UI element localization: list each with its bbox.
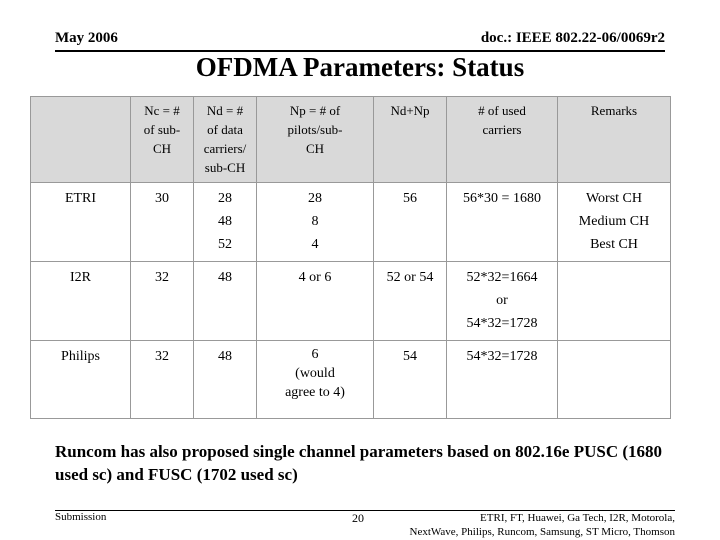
cell-line: or	[496, 293, 508, 308]
table-cell	[194, 341, 257, 419]
cell-line: 54	[403, 349, 417, 364]
cell-line: 56	[403, 191, 417, 206]
table-cell	[131, 262, 194, 341]
table-cell	[257, 262, 374, 341]
header-cell-np	[257, 97, 374, 183]
table-cell	[257, 341, 374, 419]
cell-line: Nd = #	[206, 103, 244, 118]
footer-contributors	[410, 511, 675, 539]
table-cell	[194, 183, 257, 262]
cell-line: of data	[207, 122, 243, 137]
cell-line: ETRI	[64, 191, 97, 206]
cell-line: 6	[311, 347, 319, 362]
table-cell	[558, 262, 671, 341]
header-date: May 2006	[55, 30, 118, 46]
table-cell	[447, 183, 558, 262]
cell-line: 52*32=1664	[466, 270, 538, 285]
cell-line: 8	[311, 214, 319, 229]
header-cell-nc	[131, 97, 194, 183]
cell-line: CH	[152, 141, 172, 156]
cell-line: (would	[295, 366, 335, 381]
footer-contributors-line: ETRI, FT, Huawei, Ga Tech, I2R, Motorola,	[480, 512, 675, 524]
header-row	[31, 97, 671, 183]
cell-line: I2R	[70, 270, 91, 285]
cell-line: # of used	[478, 103, 526, 118]
table-cell	[257, 183, 374, 262]
cell-line: 30	[155, 191, 169, 206]
footer-submission: Submission	[55, 511, 107, 523]
parameters-table	[30, 96, 671, 419]
cell-line: of sub-	[143, 122, 181, 137]
table-cell	[31, 183, 131, 262]
cell-line: Remarks	[590, 103, 638, 118]
table-cell	[558, 183, 671, 262]
table-cell	[374, 262, 447, 341]
table-cell	[558, 341, 671, 419]
table-cell	[374, 341, 447, 419]
cell-line: carriers/	[203, 141, 247, 156]
table-row	[31, 341, 671, 419]
header-cell-remarks	[558, 97, 671, 183]
table-cell	[194, 262, 257, 341]
footer-contributors-line: NextWave, Philips, Runcom, Samsung, ST Micro, Thomson	[409, 526, 675, 538]
table-cell	[131, 341, 194, 419]
cell-line: agree to 4)	[285, 385, 345, 400]
cell-line: 54*32=1728	[466, 349, 538, 364]
cell-line: 28	[218, 191, 232, 206]
cell-line: Nd+Np	[390, 103, 430, 118]
header-cell-used-carriers	[447, 97, 558, 183]
cell-line: carriers	[482, 122, 522, 137]
cell-line: 52 or 54	[386, 270, 434, 285]
cell-line: Philips	[61, 349, 100, 364]
cell-line: 4	[311, 237, 319, 252]
cell-line: Worst CH	[585, 191, 643, 206]
cell-line: 4 or 6	[298, 270, 332, 285]
cell-line: Medium CH	[578, 214, 650, 229]
cell-line: 32	[155, 270, 169, 285]
table-row	[31, 262, 671, 341]
table-cell	[447, 341, 558, 419]
slide-title: OFDMA Parameters: Status	[195, 52, 525, 82]
cell-line: 32	[155, 349, 169, 364]
header-cell-blank	[31, 97, 131, 183]
cell-line: pilots/sub-	[287, 122, 343, 137]
cell-line: 48	[218, 270, 232, 285]
table-cell	[447, 262, 558, 341]
header-doc-id: doc.: IEEE 802.22-06/0069r2	[480, 30, 665, 46]
cell-line: Best CH	[590, 237, 638, 252]
cell-line: CH	[305, 141, 325, 156]
header-cell-nd	[194, 97, 257, 183]
table-cell	[31, 262, 131, 341]
cell-line: Nc = #	[144, 103, 180, 118]
table-cell	[131, 183, 194, 262]
page-number: 20	[352, 511, 364, 525]
cell-line: 48	[218, 349, 232, 364]
header-cell-nd-np	[374, 97, 447, 183]
runcom-note: Runcom has also proposed single channel parameters based on 802.16e PUSC (1680 used sc) and FUSC (1702 used sc)	[55, 442, 663, 484]
cell-line: 54*32=1728	[466, 316, 538, 331]
cell-line: 48	[218, 214, 232, 229]
cell-line: 56*30 = 1680	[463, 191, 541, 206]
table-cell	[31, 341, 131, 419]
cell-line: 28	[308, 191, 322, 206]
table-cell	[374, 183, 447, 262]
cell-line: 52	[218, 237, 232, 252]
cell-line: Np = # of	[289, 103, 341, 118]
table-row	[31, 183, 671, 262]
cell-line: sub-CH	[204, 160, 246, 175]
